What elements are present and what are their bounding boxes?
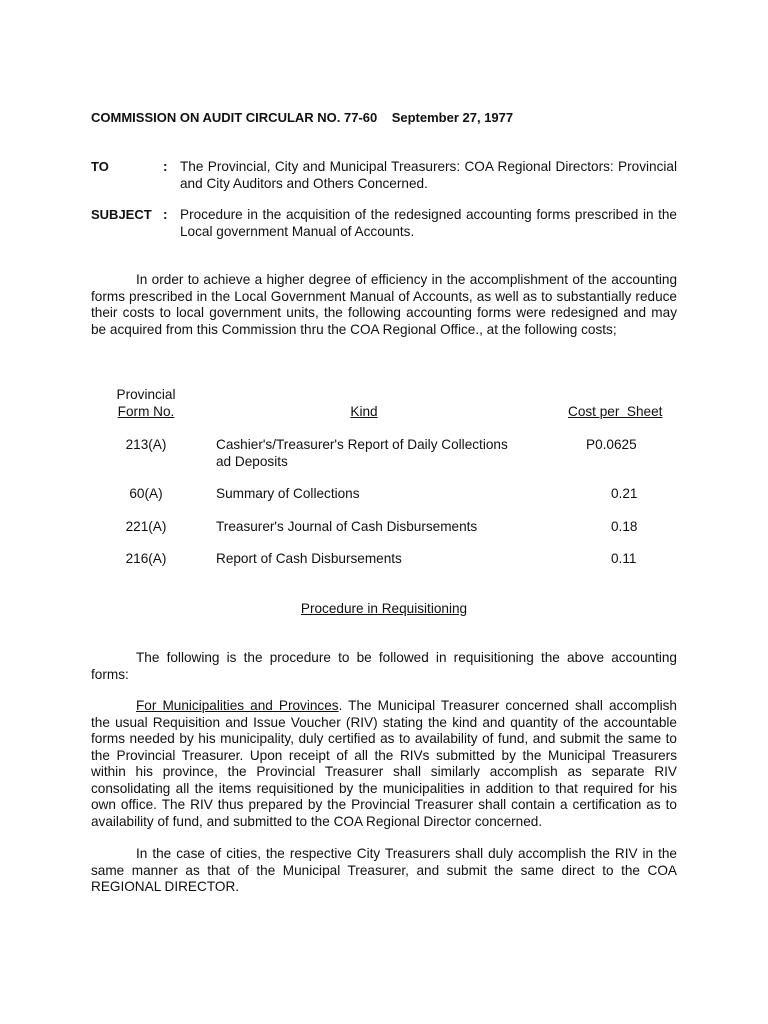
form-kind: Summary of Collections	[216, 486, 360, 501]
section-heading: Procedure in Requisitioning	[300, 601, 468, 616]
circular-date: September 27, 1977	[391, 110, 514, 125]
cost-header: Cost per Sheet	[568, 404, 663, 419]
municipalities-text: . The Municipal Treasurer concerned shall accomplish the usual Requisition and Issue Voucher (RIV) stating the kind and quantity of the accountable forms needed by his municipality, duly certified as to availability of fund, and submit the same to the Provincial Treasurer. Upon receipt of all the RIVs submitted by the Municipal Treasurers within his province, the Provincial Treasurer shall similarly accomplish as separate RIV consolidating all the items requisitioned by the municipalities in addition to that required for his own office. The RIV thus prepared by the Provincial Treasurer shall contain a certification as to availability of fund, and submitted to the COA Regional Director concerned.	[91, 698, 677, 829]
form-header-line2: Form No.	[117, 404, 175, 419]
form-number: 213(A)	[125, 437, 167, 452]
to-colon: :	[163, 159, 168, 174]
intro-paragraph: In order to achieve a higher degree of efficiency in the accomplishment of the accounting forms prescribed in the Local Government Manual of Accounts, as well as to substantially reduce their costs to local government units, the following accounting forms were redesigned and may be acquired from this Commission thru the COA Regional Office., at the following costs;	[91, 272, 677, 337]
form-header-line1: Provincial	[116, 387, 176, 402]
circular-title-line	[91, 110, 513, 127]
form-cost: 0.11	[611, 551, 637, 566]
cities-paragraph: In the case of cities, the respective City Treasurers shall duly accomplish the RIV in the same manner as that of the Municipal Treasurer, and submit the same direct to the COA REGIONAL DIRECTOR.	[91, 846, 677, 894]
form-number: 216(A)	[125, 551, 167, 566]
form-cost: P0.0625	[586, 437, 637, 452]
subject-colon: :	[163, 207, 168, 222]
subject-label: SUBJECT	[91, 207, 152, 222]
form-number: 221(A)	[125, 519, 167, 534]
form-kind: Treasurer's Journal of Cash Disbursements	[216, 519, 478, 534]
municipalities-paragraph	[91, 698, 677, 830]
form-cost: 0.18	[611, 519, 638, 534]
subject-text: Procedure in the acquisition of the redesigned accounting forms prescribed in the Local government Manual of Accounts.	[180, 207, 677, 239]
kind-header: Kind	[350, 404, 378, 419]
form-number: 60(A)	[129, 486, 163, 501]
to-label: TO	[91, 159, 109, 174]
circular-title: COMMISSION ON AUDIT CIRCULAR NO. 77-60	[91, 110, 378, 125]
form-cost: 0.21	[611, 486, 638, 501]
form-kind: Report of Cash Disbursements	[216, 551, 402, 566]
municipalities-lead: For Municipalities and Provinces	[136, 698, 339, 713]
procedure-intro: The following is the procedure to be followed in requisitioning the above accounting forms:	[91, 650, 677, 682]
form-kind: Cashier's/Treasurer's Report of Daily Collections ad Deposits	[216, 437, 508, 469]
to-text: The Provincial, City and Municipal Treasurers: COA Regional Directors: Provincial and City Auditors and Others Concerned.	[180, 159, 677, 191]
